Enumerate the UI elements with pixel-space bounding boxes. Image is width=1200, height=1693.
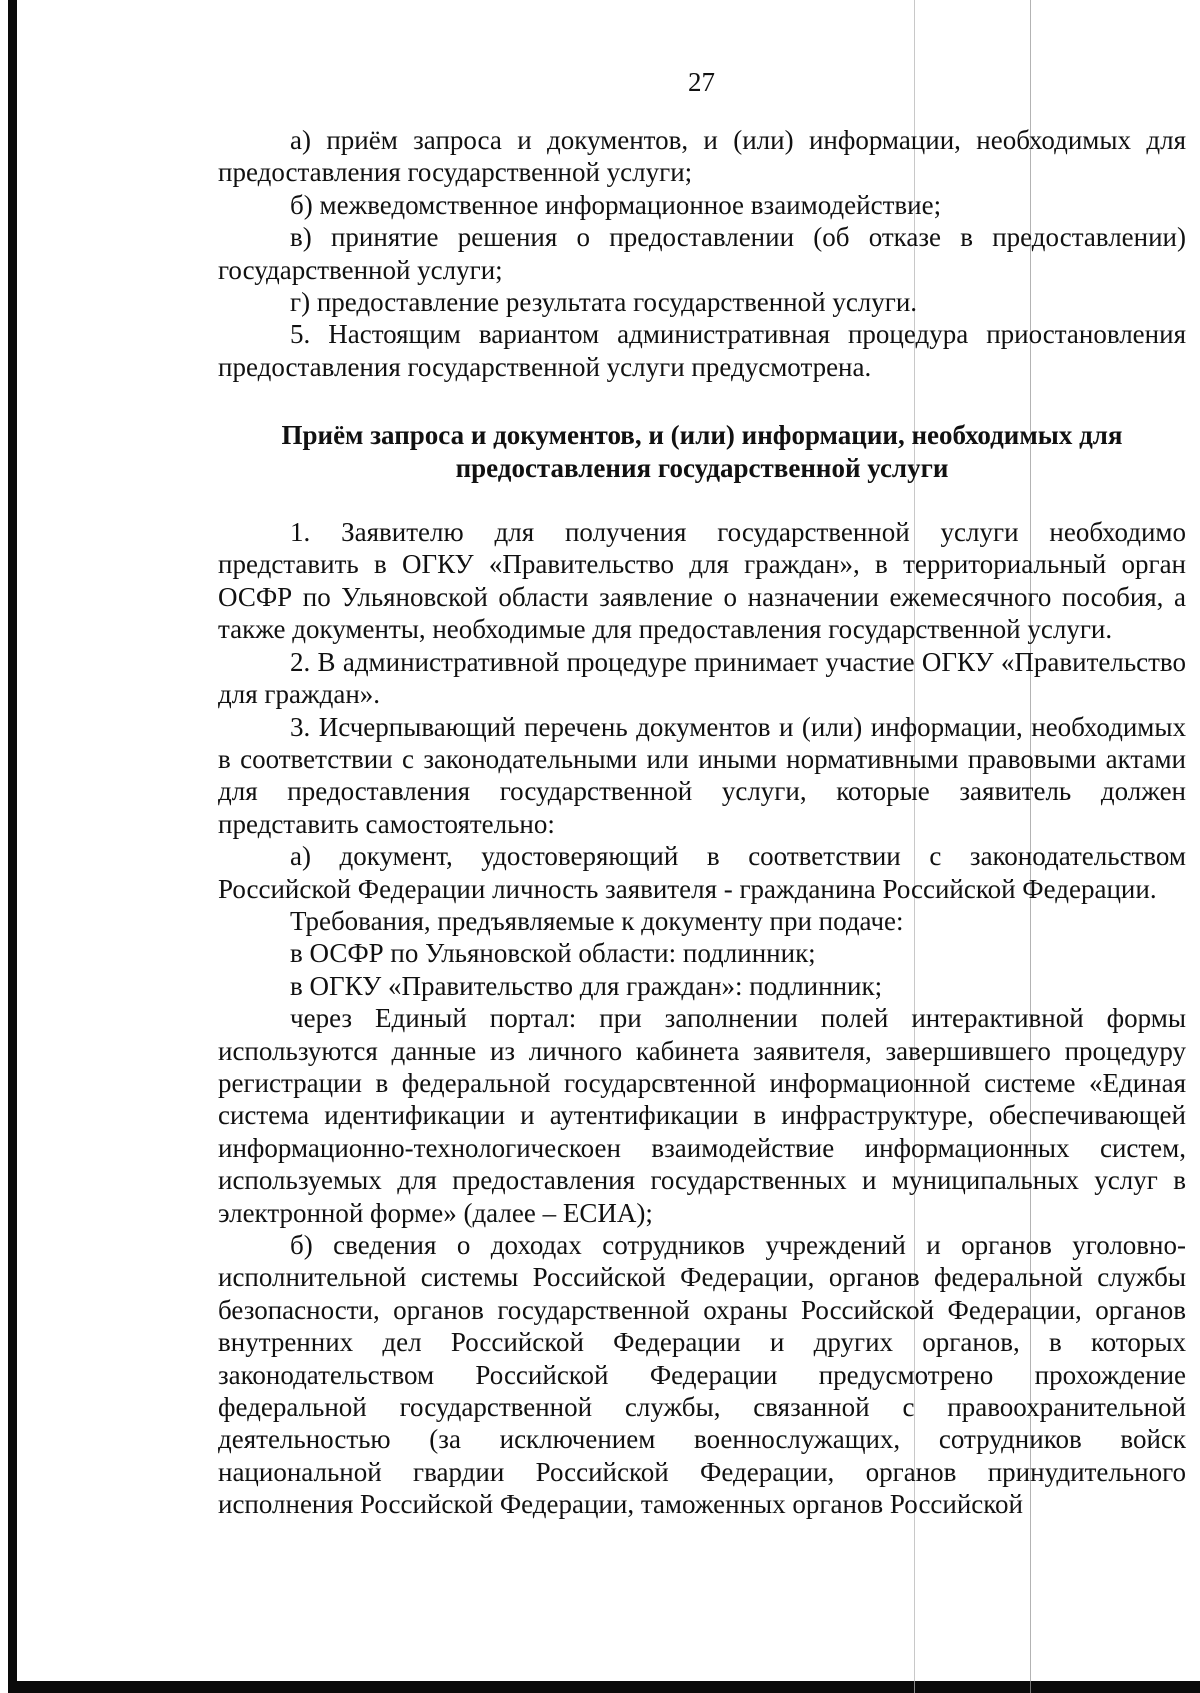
page-number: 27 (688, 67, 715, 97)
paragraph: 1. Заявителю для получения государственной услуги необходимо представить в ОГКУ «Правительство для граждан», в территориальный орган ОСФР по Ульяновской области заявление о назначении ежемесячного пособия, а также документы, необходимые для предоставления государственной услуги. (218, 517, 1186, 645)
scan-bottom-edge (8, 1681, 1200, 1693)
document-body (218, 124, 1186, 1521)
paragraph: через Единый портал: при заполнении полей интерактивной формы используются данные из личного кабинета заявителя, завершившего процедуру регистрации в федеральной государсвтенной информационной системе «Единая система идентификации и аутентификации в инфраструктуре, обеспечивающей информационно-технологическоен взаимодействие информационных систем, используемых для предоставления государственных и муниципальных услуг в электронной форме» (далее – ЕСИА); (218, 1003, 1186, 1228)
paragraph: в ОСФР по Ульяновской области: подлинник; (290, 938, 816, 969)
paragraph: в ОГКУ «Правительство для граждан»: подлинник; (290, 970, 883, 1001)
paragraph: в) принятие решения о предоставлении (об отказе в предоставлении) государственной услуги; (218, 222, 1186, 285)
paragraph: Требования, предъявляемые к документу при подаче: (290, 905, 904, 936)
paragraph: 3. Исчерпывающий перечень документов и (или) информации, необходимых в соответствии с законодательными или иными нормативными правовыми актами для предоставления государственной услуги, которые заявитель должен представить самостоятельно: (218, 711, 1186, 839)
paragraph: 5. Настоящим вариантом административная процедура приостановления предоставления государственной услуги предусмотрена. (218, 319, 1186, 382)
paragraph: г) предоставление результата государственной услуги. (290, 287, 918, 318)
paragraph: б) сведения о доходах сотрудников учреждений и органов уголовно-исполнительной системы Российской Федерации, органов федеральной службы безопасности, органов государственной охраны Российской Федерации, органов внутренних дел Российской Федерации и других органов, в которых законодательством Российской Федерации предусмотрено прохождение федеральной государственной службы, связанной с правоохранительной деятельностью (за исключением военнослужащих, сотрудников войск национальной гвардии Российской Федерации, органов принудительного исполнения Российской Федерации, таможенных органов Российской (218, 1230, 1186, 1520)
paragraph: а) приём запроса и документов, и (или) информации, необходимых для предоставления государственной услуги; (218, 125, 1186, 188)
scan-left-edge (8, 0, 17, 1693)
paragraph: а) документ, удостоверяющий в соответствии с законодательством Российской Федерации личность заявителя - гражданина Российской Федерации. (218, 841, 1186, 904)
section-heading: Приём запроса и документов, и (или) информации, необходимых для предоставления государственной услуги (281, 420, 1123, 483)
paragraph: б) межведомственное информационное взаимодействие; (290, 189, 942, 220)
paragraph: 2. В административной процедуре принимает участие ОГКУ «Правительство для граждан». (218, 646, 1186, 710)
